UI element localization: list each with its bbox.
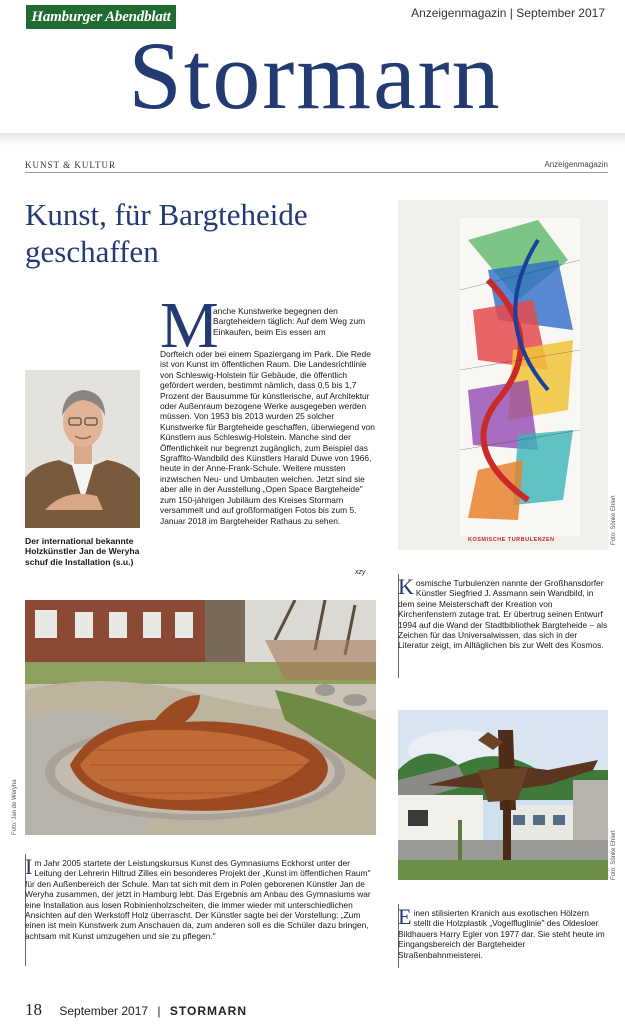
- magazine-label: Anzeigenmagazin | September 2017: [411, 6, 605, 20]
- installation-caption: [25, 854, 376, 941]
- crane-credit: Foto: Sönke Ehlert: [611, 830, 617, 880]
- crane-illustration: [398, 710, 608, 880]
- installation-caption-dropcap: I: [25, 854, 33, 879]
- page-footer: [25, 1000, 247, 1020]
- portrait-caption: Der international bekannte Holzkünstler Jan de Weryha schuf die Installation (s.u.): [25, 536, 140, 567]
- author-signature: xzy: [355, 569, 366, 576]
- intro-first-lines: anche Kunstwerke begegnen den Bargteheidern täglich: Auf dem Weg zum Einkaufen, beim Eis essen am: [213, 306, 366, 337]
- page-crease: [0, 133, 625, 145]
- mural-caption: [398, 574, 608, 651]
- installation-photo: [25, 600, 376, 835]
- article-headline: [25, 196, 395, 270]
- footer-magazine: STORMARN: [169, 1004, 248, 1018]
- crane-caption-text: inen stilisierten Kranich aus exotischen Hölzern stellt die Holzplastik „Vogelfluglinie" des Oldesloer Bildhauers Harry Egler von 1977 dar. Sie steht heute im Eingangsbereich der Bargteheider Straßenbahnmeisterei.: [398, 908, 605, 960]
- portrait-illustration: [25, 370, 140, 528]
- mural-caption-text: osmische Turbulenzen nannte der Großhansdorfer Künstler Siegfried J. Assmann sein Wandbild, in dem seine Meisterschaft der Kreation von Kirchenfenstern zutage trat. Er übertrug seinen Entwurf 1994 auf die Wand der Stadtbibliothek Bargteheide – als Zeichen für das Universalwissen, das sich in der Literatur zeigt, im Alltäglichen bis zur Welt des Kosmos.: [398, 578, 608, 651]
- section-label: KUNST & KULTUR: [25, 160, 117, 170]
- crane-caption: [398, 904, 608, 960]
- portrait-photo: [25, 370, 140, 528]
- mural-illustration: [398, 200, 608, 550]
- footer-separator: |: [157, 1004, 161, 1018]
- section-right-label: Anzeigenmagazin: [544, 160, 608, 169]
- installation-caption-text: m Jahr 2005 startete der Leistungskursus Kunst des Gymnasiums Eckhorst unter der Leitung der Lehrerin Hiltrud Zilles ein besonderes Projekt der „Kunst im öffentlichen Raum" für den Außenbereich der Schule. Man tat sich mit dem in Polen geborenen Künstler Jan de Weryha zusammen, der jetzt in Hamburg lebt. Das Ergebnis am Anbau des Gymnasiums war eine Installation aus losen Robinienholzscheiten, die immer wieder mit unterschiedlichen Ansichten auf den Werkstoff Holz überrascht. Der Künstler sagte bei der Vorstellung: „Zum einen ist mein Kunstwerk zum Anschauen da, zum anderen soll es die Schüler dazu bringen, achtsam mit Kunst umzugehen und sie zu pflegen.": [25, 858, 371, 941]
- footer-date: September 2017: [59, 1004, 149, 1018]
- headline-line-1: Kunst, für Bargteheide: [25, 197, 308, 232]
- crane-caption-dropcap: E: [398, 904, 412, 929]
- drop-cap: M: [160, 289, 219, 362]
- mural-photo: [398, 200, 608, 550]
- mural-inscription: KOSMISCHE TURBULENZEN: [468, 537, 555, 543]
- page-number: 18: [25, 1000, 42, 1019]
- headline-line-2: geschaffen: [25, 234, 159, 269]
- section-divider: [25, 172, 608, 173]
- newspaper-logo: Hamburger Abendblatt: [26, 5, 176, 29]
- crane-sculpture-photo: [398, 710, 608, 880]
- installation-credit: Foto: Jan de Weryha: [12, 779, 18, 835]
- mural-credit: Foto: Sönke Ehlert: [611, 495, 617, 545]
- magazine-title: Stormarn: [128, 22, 502, 129]
- installation-illustration: [25, 600, 376, 835]
- mural-caption-dropcap: K: [398, 574, 414, 599]
- intro-body: Dorfteich oder bei einem Spaziergang im Park. Die Rede ist von Kunst im öffentlichen Raum. Die Landesrichtlinie von Schleswig-Holstein für Gebäude, die öffentlich gefördert werden, bestimmt nämlich, dass 0,5 bis 1,7 Prozent der Bausumme für künstlerische, auf Architektur oder Außenraum bezogene Werke ausgegeben werden müssen. Von 1953 bis 2013 wurden 25 solcher Kunstwerke für Bargteheide geschaffen, überwiegend von Künstlern aus Schleswig-Holstein. Manche sind der Öffentlichkeit nur begrenzt zugänglich, zum Beispiel das Sgraffito-Wandbild des Künstlers Harald Duwe von 1966, heute in der Anne-Frank-Schule. Weitere mussten inzwischen Neu- und Umbauten weichen. Jetzt sind sie aber alle in der Ausstellung „Open Space Bargteheide" zum 150-jährigen Jubiläum des Kreises Stormarn versammelt und auf großformatigen Fotos bis zum 5. Januar 2018 im Bargteheider Rathaus zu sehen.: [160, 349, 375, 526]
